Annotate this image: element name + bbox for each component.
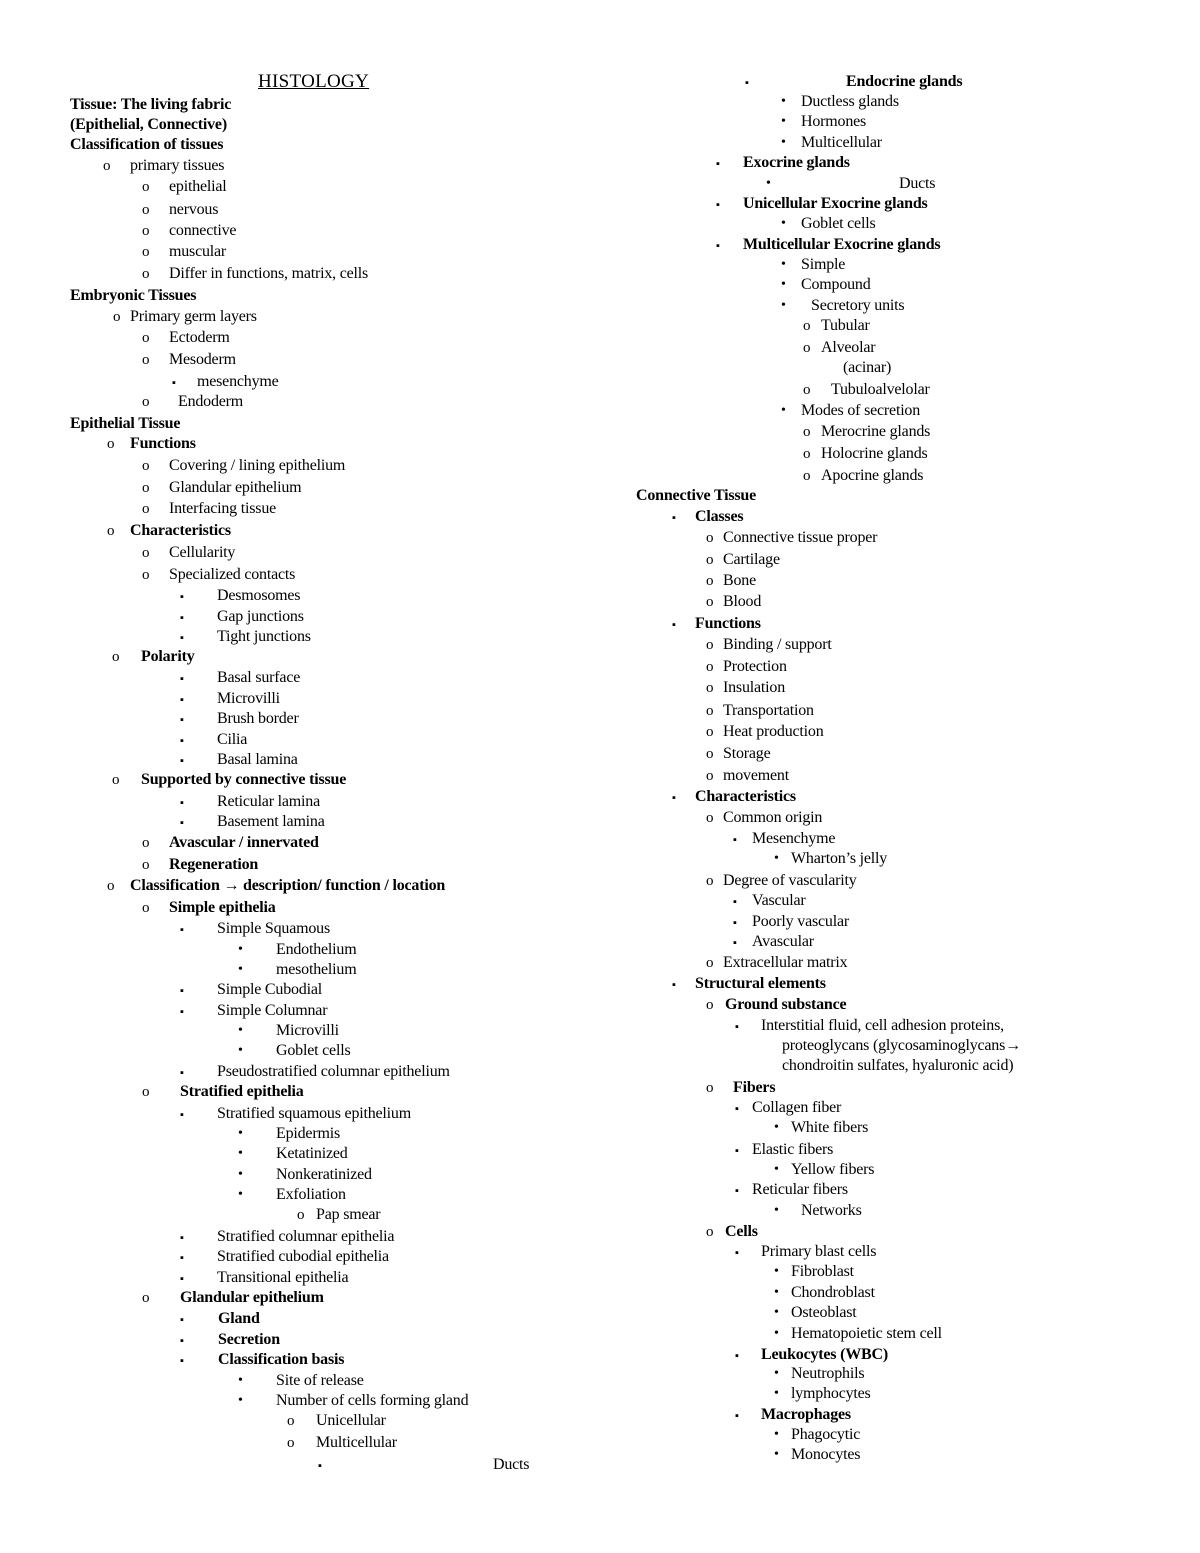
right-outline-item-text: Simple [801,256,846,273]
dot-bullet-icon: • [781,277,786,292]
square-bullet-icon: ▪ [733,937,737,949]
circle-bullet-icon: o [706,573,714,589]
left-outline-item-text: Basal lamina [217,751,298,768]
right-outline-item-text: Binding / support [723,636,832,653]
square-bullet-icon: ▪ [672,512,676,524]
square-bullet-icon: ▪ [172,377,176,389]
left-outline-item-text: Stratified cubodial epithelia [217,1248,389,1265]
left-outline-item-text: Epithelial Tissue [70,415,181,432]
square-bullet-icon: ▪ [735,1247,739,1259]
left-outline-item-text: Simple Squamous [217,920,331,937]
right-outline-item-text: Primary blast cells [761,1243,877,1260]
square-bullet-icon: ▪ [180,1314,184,1326]
circle-bullet-icon: o [706,594,714,610]
dot-bullet-icon: • [238,1187,243,1202]
circle-bullet-icon: o [142,900,150,916]
circle-bullet-icon: o [706,659,714,675]
circle-bullet-icon: o [142,545,150,561]
left-outline-item-text: Interfacing tissue [169,500,277,517]
left-outline-item-text: Differ in functions, matrix, cells [169,265,369,282]
right-outline-item-text: White fibers [791,1119,869,1136]
right-outline-item-text: Wharton’s jelly [791,850,888,867]
right-outline-item-text: Alveolar [821,339,876,356]
circle-bullet-icon: o [142,567,150,583]
right-outline-item-text: Multicellular [801,134,882,151]
right-outline-item-text: Ductless glands [801,93,899,110]
left-outline-item-text: Embryonic Tissues [70,287,197,304]
circle-bullet-icon: o [142,1084,150,1100]
square-bullet-icon: ▪ [735,1410,739,1422]
left-outline-item-text: Glandular epithelium [180,1289,324,1306]
circle-bullet-icon: o [706,680,714,696]
square-bullet-icon: ▪ [180,735,184,747]
right-outline-item-text: Degree of vascularity [723,872,857,889]
left-outline-item-text: Simple Cubodial [217,981,323,998]
circle-bullet-icon: o [706,530,714,546]
right-outline-item-text: proteoglycans (glycosaminoglycans→ [782,1037,1021,1054]
left-outline-item-text: Cilia [217,731,248,748]
dot-bullet-icon: • [774,1305,779,1320]
left-outline-item-text: Specialized contacts [169,566,296,583]
square-bullet-icon: ▪ [180,1335,184,1347]
circle-bullet-icon: o [706,552,714,568]
circle-bullet-icon: o [803,446,811,462]
left-outline-item-text: Glandular epithelium [169,479,302,496]
square-bullet-icon: ▪ [180,1232,184,1244]
right-outline-item-text: Macrophages [761,1406,851,1423]
dot-bullet-icon: • [774,1427,779,1442]
dot-bullet-icon: • [238,1393,243,1408]
circle-bullet-icon: o [112,772,120,788]
page-title: HISTOLOGY [258,71,370,92]
left-outline-item-text: Pseudostratified columnar epithelium [217,1063,450,1080]
left-outline-item-text: Goblet cells [276,1042,351,1059]
dot-bullet-icon: • [781,135,786,150]
circle-bullet-icon: o [706,955,714,971]
circle-bullet-icon: o [706,768,714,784]
left-outline-item-text: Avascular / innervated [169,834,319,851]
square-bullet-icon: ▪ [672,979,676,991]
right-outline-item-text: Transportation [723,702,814,719]
left-outline-item-text: Regeneration [169,856,259,873]
right-outline-item-text: Ducts [899,175,936,192]
left-outline-item-text: Stratified columnar epithelia [217,1228,395,1245]
dot-bullet-icon: • [238,962,243,977]
right-outline-item-text: Storage [723,745,771,762]
left-outline-item-text: Classification of tissues [70,136,224,153]
right-outline-item-text: Hematopoietic stem cell [791,1325,942,1342]
right-outline-item-text: lymphocytes [791,1385,871,1402]
right-outline-item-text: Protection [723,658,787,675]
right-outline-item-text: Hormones [801,113,867,130]
left-outline-item-text: Ectoderm [169,329,230,346]
right-outline-item-text: Bone [723,572,756,589]
right-outline-item-text: Heat production [723,723,824,740]
square-bullet-icon: ▪ [735,1021,739,1033]
dot-bullet-icon: • [774,1326,779,1341]
dot-bullet-icon: • [238,942,243,957]
dot-bullet-icon: • [774,851,779,866]
circle-bullet-icon: o [142,244,150,260]
left-outline-item-text: Functions [130,435,196,452]
square-bullet-icon: ▪ [716,158,720,170]
dot-bullet-icon: • [774,1162,779,1177]
left-outline-item-text: Microvilli [217,690,280,707]
right-outline-item-text: Tubuloalvelolar [831,381,930,398]
square-bullet-icon: ▪ [672,619,676,631]
right-outline-item-text: Functions [695,615,761,632]
circle-bullet-icon: o [803,318,811,334]
right-outline-item-text: Cells [725,1223,758,1240]
left-outline-item-text: Exfoliation [276,1186,346,1203]
right-outline-item-text: chondroitin sulfates, hyaluronic acid) [782,1057,1014,1074]
left-outline-item-text: muscular [169,243,227,260]
left-outline-item-text: Transitional epithelia [217,1269,349,1286]
circle-bullet-icon: o [706,1224,714,1240]
right-outline-item-text: Networks [801,1202,862,1219]
left-outline-item-text: Unicellular [316,1412,386,1429]
circle-bullet-icon: o [803,424,811,440]
dot-bullet-icon: • [774,1264,779,1279]
dot-bullet-icon: • [781,94,786,109]
dot-bullet-icon: • [781,403,786,418]
circle-bullet-icon: o [803,340,811,356]
circle-bullet-icon: o [142,480,150,496]
dot-bullet-icon: • [781,298,786,313]
left-outline-item-text: Stratified epithelia [180,1083,304,1100]
circle-bullet-icon: o [706,997,714,1013]
left-outline-item-text: Ketatinized [276,1145,348,1162]
left-outline-item-text: Nonkeratinized [276,1166,372,1183]
circle-bullet-icon: o [706,746,714,762]
right-outline-item-text: Apocrine glands [821,467,924,484]
right-outline-item-text: Connective tissue proper [723,529,878,546]
circle-bullet-icon: o [142,352,150,368]
left-outline-item-text: Ducts [493,1456,530,1473]
right-outline-item-text: Fibroblast [791,1263,854,1280]
circle-bullet-icon: o [142,857,150,873]
right-outline-item-text: Endocrine glands [846,73,963,90]
left-outline-item-text: Stratified squamous epithelium [217,1105,411,1122]
right-outline-item-text: Interstitial fluid, cell adhesion proteins, [761,1017,1004,1034]
square-bullet-icon: ▪ [180,985,184,997]
square-bullet-icon: ▪ [180,1109,184,1121]
square-bullet-icon: ▪ [672,792,676,804]
circle-bullet-icon: o [107,523,115,539]
left-outline-item-text: Tight junctions [217,628,311,645]
left-outline-item-text: Basal surface [217,669,301,686]
square-bullet-icon: ▪ [180,817,184,829]
square-bullet-icon: ▪ [735,1185,739,1197]
left-outline-item-text: mesenchyme [197,373,279,390]
right-outline-item-text: Osteoblast [791,1304,857,1321]
square-bullet-icon: ▪ [180,1273,184,1285]
circle-bullet-icon: o [142,202,150,218]
circle-bullet-icon: o [706,1080,714,1096]
circle-bullet-icon: o [103,158,111,174]
left-outline-item-text: Brush border [217,710,299,727]
dot-bullet-icon: • [238,1373,243,1388]
circle-bullet-icon: o [142,458,150,474]
square-bullet-icon: ▪ [180,673,184,685]
right-outline-item-text: Goblet cells [801,215,876,232]
left-outline-item-text: Pap smear [316,1206,381,1223]
right-outline-item-text: Extracellular matrix [723,954,848,971]
right-outline-item-text: Mesenchyme [752,830,836,847]
right-outline-item-text: Exocrine glands [743,154,850,171]
right-outline-item-text: Avascular [752,933,814,950]
right-outline-item-text: Elastic fibers [752,1141,834,1158]
right-outline-item-text: Fibers [733,1079,776,1096]
circle-bullet-icon: o [142,223,150,239]
left-outline-item-text: Simple epithelia [169,899,276,916]
right-outline-item-text: Chondroblast [791,1284,875,1301]
dot-bullet-icon: • [774,1120,779,1135]
dot-bullet-icon: • [238,1043,243,1058]
left-outline-item-text: Secretion [218,1331,280,1348]
right-outline-item-text: Leukocytes (WBC) [761,1346,889,1363]
circle-bullet-icon: o [112,649,120,665]
square-bullet-icon: ▪ [180,797,184,809]
left-outline-item-text: (Epithelial, Connective) [70,116,227,133]
square-bullet-icon: ▪ [180,1252,184,1264]
circle-bullet-icon: o [107,878,115,894]
left-outline-item-text: Endoderm [178,393,244,410]
right-outline-item-text: Secretory units [811,297,905,314]
dot-bullet-icon: • [774,1203,779,1218]
circle-bullet-icon: o [706,724,714,740]
circle-bullet-icon: o [706,637,714,653]
circle-bullet-icon: o [142,835,150,851]
circle-bullet-icon: o [142,1290,150,1306]
right-outline-item-text: Blood [723,593,762,610]
right-outline-item-text: Phagocytic [791,1426,861,1443]
circle-bullet-icon: o [706,810,714,826]
dot-bullet-icon: • [238,1023,243,1038]
circle-bullet-icon: o [287,1413,295,1429]
left-outline-item-text: Mesoderm [169,351,236,368]
left-outline-item-text: Reticular lamina [217,793,320,810]
left-outline-item-text: Desmosomes [217,587,301,604]
left-outline-item-text: Basement lamina [217,813,325,830]
left-outline-item-text: nervous [169,201,219,218]
left-outline-item-text: Polarity [141,648,195,665]
square-bullet-icon: ▪ [180,632,184,644]
square-bullet-icon: ▪ [180,591,184,603]
right-outline-item-text: Multicellular Exocrine glands [743,236,941,253]
dot-bullet-icon: • [774,1447,779,1462]
square-bullet-icon: ▪ [180,612,184,624]
circle-bullet-icon: o [803,382,811,398]
left-outline-item-text: Multicellular [316,1434,397,1451]
square-bullet-icon: ▪ [733,917,737,929]
right-outline-item-text: Structural elements [695,975,826,992]
circle-bullet-icon: o [107,436,115,452]
right-outline-item-text: Poorly vascular [752,913,849,930]
dot-bullet-icon: • [781,216,786,231]
dot-bullet-icon: • [766,176,771,191]
left-outline-item-text: Site of release [276,1372,364,1389]
right-outline-item-text: Characteristics [695,788,796,805]
square-bullet-icon: ▪ [180,714,184,726]
right-outline-item-text: Cartilage [723,551,780,568]
left-outline-item-text: epithelial [169,178,227,195]
square-bullet-icon: ▪ [318,1460,322,1472]
square-bullet-icon: ▪ [180,1067,184,1079]
circle-bullet-icon: o [803,468,811,484]
left-outline-item-text: Primary germ layers [130,308,257,325]
right-outline-item-text: Vascular [752,892,806,909]
square-bullet-icon: ▪ [745,77,749,89]
square-bullet-icon: ▪ [716,240,720,252]
left-outline-item-text: Gap junctions [217,608,304,625]
left-outline-item-text: Microvilli [276,1022,339,1039]
left-outline-item-text: Epidermis [276,1125,340,1142]
right-outline-item-text: Unicellular Exocrine glands [743,195,928,212]
left-outline-item-text: Supported by connective tissue [141,771,347,788]
circle-bullet-icon: o [142,179,150,195]
left-outline-item-text: Number of cells forming gland [276,1392,469,1409]
square-bullet-icon: ▪ [733,834,737,846]
left-outline-item-text: Covering / lining epithelium [169,457,346,474]
left-outline-item-text: Characteristics [130,522,231,539]
right-outline-item-text: Collagen fiber [752,1099,842,1116]
square-bullet-icon: ▪ [180,694,184,706]
circle-bullet-icon: o [287,1435,295,1451]
square-bullet-icon: ▪ [735,1103,739,1115]
circle-bullet-icon: o [142,394,150,410]
left-outline-item-text: Gland [218,1310,260,1327]
circle-bullet-icon: o [142,266,150,282]
square-bullet-icon: ▪ [716,199,720,211]
left-outline-item-text: primary tissues [130,157,225,174]
square-bullet-icon: ▪ [735,1350,739,1362]
square-bullet-icon: ▪ [180,755,184,767]
right-outline-item-text: Connective Tissue [636,487,757,504]
right-outline-item-text: Compound [801,276,871,293]
dot-bullet-icon: • [774,1366,779,1381]
left-outline-item-text: Endothelium [276,941,357,958]
dot-bullet-icon: • [774,1285,779,1300]
right-outline-item-text: Modes of secretion [801,402,921,419]
right-outline-item-text: (acinar) [843,359,892,376]
right-outline-item-text: Common origin [723,809,823,826]
left-outline-item-text: Cellularity [169,544,236,561]
circle-bullet-icon: o [142,501,150,517]
right-outline-item-text: Yellow fibers [791,1161,875,1178]
dot-bullet-icon: • [238,1167,243,1182]
right-outline-item-text: Insulation [723,679,785,696]
square-bullet-icon: ▪ [180,1006,184,1018]
dot-bullet-icon: • [238,1126,243,1141]
left-outline-item-text: connective [169,222,237,239]
circle-bullet-icon: o [113,309,121,325]
right-outline-item-text: Holocrine glands [821,445,928,462]
dot-bullet-icon: • [238,1146,243,1161]
square-bullet-icon: ▪ [733,896,737,908]
left-outline-item-text: mesothelium [276,961,357,978]
right-outline-item-text: Tubular [821,317,870,334]
right-outline-item-text: Monocytes [791,1446,861,1463]
right-outline-item-text: movement [723,767,789,784]
left-outline-item-text: Classification basis [218,1351,345,1368]
right-outline-item-text: Neutrophils [791,1365,865,1382]
dot-bullet-icon: • [781,257,786,272]
left-outline-item-text: Simple Columnar [217,1002,328,1019]
square-bullet-icon: ▪ [180,1355,184,1367]
square-bullet-icon: ▪ [735,1145,739,1157]
left-outline-item-text: Tissue: The living fabric [70,96,232,113]
circle-bullet-icon: o [706,873,714,889]
circle-bullet-icon: o [297,1207,305,1223]
circle-bullet-icon: o [142,330,150,346]
square-bullet-icon: ▪ [180,924,184,936]
right-outline-item-text: Ground substance [725,996,847,1013]
right-outline-item-text: Merocrine glands [821,423,931,440]
dot-bullet-icon: • [774,1386,779,1401]
circle-bullet-icon: o [706,703,714,719]
dot-bullet-icon: • [781,114,786,129]
right-outline-item-text: Reticular fibers [752,1181,848,1198]
left-outline-item-text: Classification → description/ function / location [130,877,446,894]
right-outline-item-text: Classes [695,508,744,525]
